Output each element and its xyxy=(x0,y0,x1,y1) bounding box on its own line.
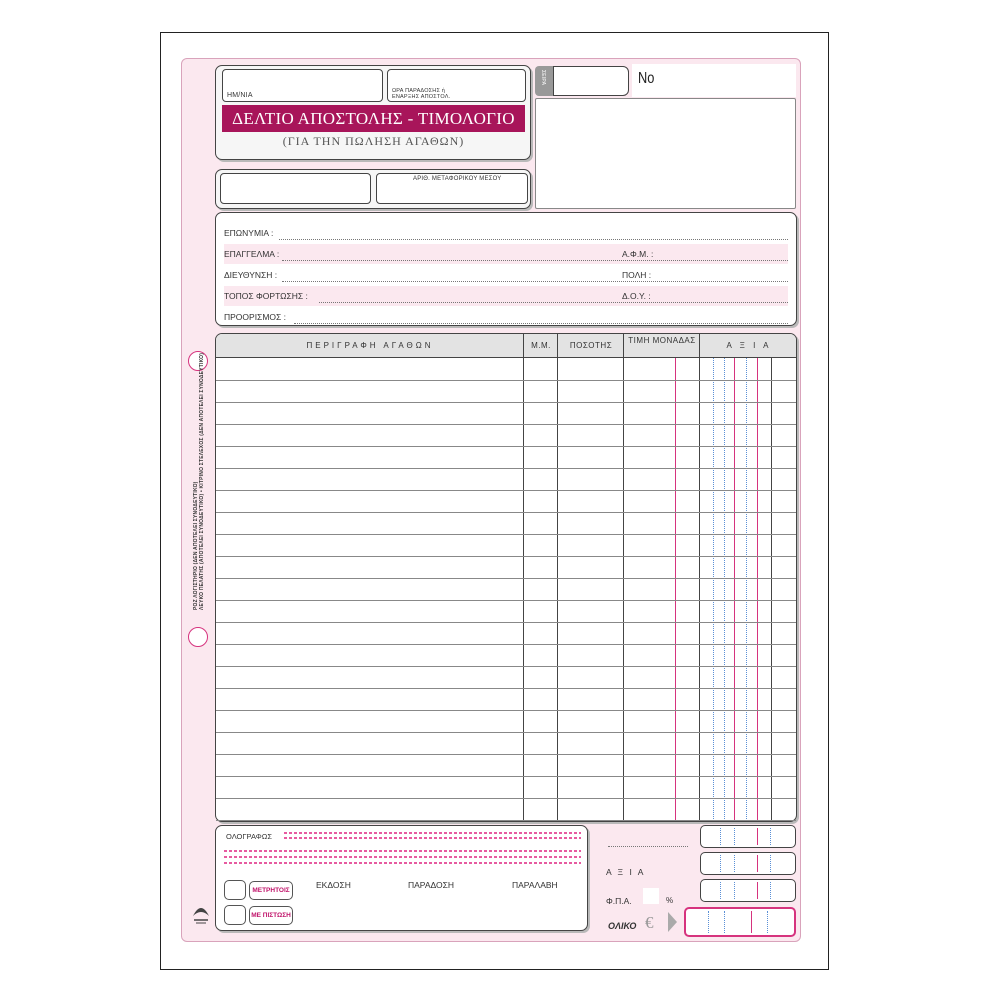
currency-symbol: € xyxy=(645,913,654,932)
value-total-label: Α Ξ Ι Α xyxy=(606,867,646,877)
extra-field[interactable] xyxy=(220,173,371,204)
vat-value-box[interactable] xyxy=(700,879,796,902)
total-box-divider xyxy=(757,882,758,899)
item-rows[interactable] xyxy=(216,358,796,821)
table-row[interactable] xyxy=(216,776,796,777)
side-note-line1: ΡΟΖ ΛΟΓΙΣΤΗΡΙΟ (ΔΕΝ ΑΠΟΤΕΛΕΙ ΣΥΝΟΔΕΥΤΙΚΟ) xyxy=(193,481,199,610)
credit-option[interactable] xyxy=(249,906,293,925)
table-row[interactable] xyxy=(216,534,796,535)
credit-label: ΜΕ ΠΙΣΤΩΣΗ xyxy=(251,912,291,919)
table-row[interactable] xyxy=(216,600,796,601)
table-row[interactable] xyxy=(216,578,796,579)
table-row[interactable] xyxy=(216,798,796,799)
total-box-divider xyxy=(770,882,771,899)
vehicle-number-label: ΑΡΙΘ. ΜΕΤΑΦΟΡΙΚΟΥ ΜΕΣΟΥ xyxy=(413,176,502,182)
destination-label: ΠΡΟΟΡΙΣΜΟΣ : xyxy=(224,312,286,322)
table-row[interactable] xyxy=(216,424,796,425)
in-words-label: ΟΛΟΓΡΑΦΩΣ xyxy=(226,832,272,841)
total-arrow-icon xyxy=(668,912,677,932)
customer-profession-row[interactable] xyxy=(224,244,788,264)
loading-place-row[interactable] xyxy=(224,286,788,306)
date-field[interactable] xyxy=(222,69,383,102)
table-row[interactable] xyxy=(216,402,796,403)
total-box-divider xyxy=(770,828,771,845)
items-table-header xyxy=(216,334,796,358)
customer-profession-label: ΕΠΑΓΓΕΛΜΑ : xyxy=(224,249,280,259)
side-note-line2: ΛΕΥΚΟ ΠΕΛΑΤΗΣ (ΑΠΟΤΕΛΕΙ ΣΥΝΟΔΕΥΤΙΚΟ) • ΚΙΤΡΙΝΟ ΣΤΕΛΕΧΟΣ (ΔΕΝ ΑΠΟΤΕΛΕΙ ΣΥΝΟΔΕΥΤΙΚΟ) xyxy=(199,352,205,610)
delivery-time-label: ΩΡΑ ΠΑΡΑΔΟΣΗΣ ή ΕΝΑΡΞΗΣ ΑΠΟΣΤΟΛ. xyxy=(392,88,451,100)
cash-checkbox[interactable] xyxy=(224,880,246,900)
table-row[interactable] xyxy=(216,468,796,469)
total-box-divider xyxy=(751,911,752,933)
table-row[interactable] xyxy=(216,820,796,821)
table-row[interactable] xyxy=(216,622,796,623)
table-row[interactable] xyxy=(216,644,796,645)
grand-total-box[interactable] xyxy=(684,907,796,937)
document-title: ΔΕΛΤΙΟ ΑΠΟΣΤΟΛΗΣ - ΤΙΜΟΛΟΓΙΟ xyxy=(222,105,525,132)
total-box-divider xyxy=(734,855,735,872)
number-label: Νο xyxy=(638,70,655,87)
destination-row[interactable] xyxy=(224,307,788,327)
total-box-divider xyxy=(724,911,725,933)
totals-dotted-line xyxy=(608,846,688,847)
customer-city-label: ΠΟΛΗ : xyxy=(622,270,652,280)
series-field[interactable] xyxy=(553,66,629,96)
issue-label: ΕΚΔΟΣΗ xyxy=(316,880,351,890)
col-value-header: Α Ξ Ι Α xyxy=(726,341,772,350)
col-quantity-header: ΠΟΣΟΤΗΣ xyxy=(569,341,613,350)
table-row[interactable] xyxy=(216,666,796,667)
vehicle-number-field[interactable] xyxy=(376,173,528,204)
total-box-divider xyxy=(720,828,721,845)
vat-percent-field[interactable] xyxy=(643,888,659,904)
publisher-logo xyxy=(191,896,211,926)
cash-option[interactable] xyxy=(249,881,293,900)
series-tag xyxy=(535,66,553,96)
total-box-divider xyxy=(757,828,758,845)
percent-sign: % xyxy=(666,896,674,905)
grand-total-label: ΟΛΙΚΟ xyxy=(608,921,637,931)
issuer-stamp-area[interactable] xyxy=(535,98,796,209)
series-label: ΣΕΙΡΑ xyxy=(540,70,546,86)
delivery-label: ΠΑΡΑΔΟΣΗ xyxy=(408,880,455,890)
total-box-divider xyxy=(734,828,735,845)
tax-office-label: Δ.Ο.Υ. : xyxy=(622,291,651,301)
total-box-divider xyxy=(757,855,758,872)
loading-place-label: ΤΟΠΟΣ ΦΟΡΤΩΣΗΣ : xyxy=(224,291,308,301)
table-row[interactable] xyxy=(216,446,796,447)
customer-vat-label: Α.Φ.Μ. : xyxy=(622,249,654,259)
header-box xyxy=(215,65,531,160)
credit-checkbox[interactable] xyxy=(224,905,246,925)
table-row[interactable] xyxy=(216,556,796,557)
cash-label: ΜΕΤΡΗΤΟΙΣ xyxy=(252,887,290,894)
table-row[interactable] xyxy=(216,688,796,689)
subtotal-value-box[interactable] xyxy=(700,825,796,848)
receipt-label: ΠΑΡΑΛΑΒΗ xyxy=(512,880,558,890)
punch-hole-bottom xyxy=(188,627,208,647)
table-row[interactable] xyxy=(216,732,796,733)
customer-address-label: ΔΙΕΥΘΥΝΣΗ : xyxy=(224,270,278,280)
date-label: ΗΜ/ΝΙΑ xyxy=(227,92,253,99)
delivery-time-field[interactable] xyxy=(387,69,526,102)
total-box-divider xyxy=(708,911,709,933)
total-box-divider xyxy=(720,882,721,899)
value-box[interactable] xyxy=(700,852,796,875)
number-field[interactable] xyxy=(632,64,796,97)
table-row[interactable] xyxy=(216,490,796,491)
table-row[interactable] xyxy=(216,512,796,513)
customer-name-label: ΕΠΩΝΥΜΙΑ : xyxy=(224,228,274,238)
customer-name-row[interactable] xyxy=(224,223,788,243)
document-subtitle: (ΓΙΑ ΤΗΝ ΠΩΛΗΣΗ ΑΓΑΘΩΝ) xyxy=(282,134,465,148)
items-table xyxy=(215,333,797,822)
col-description-header: ΠΕΡΙΓΡΑΦΗ ΑΓΑΘΩΝ xyxy=(306,341,434,350)
total-box-divider xyxy=(734,882,735,899)
total-box-divider xyxy=(720,855,721,872)
total-box-divider xyxy=(770,855,771,872)
table-row[interactable] xyxy=(216,754,796,755)
col-price-header: ΤΙΜΗ ΜΟΝΑΔΑΣ xyxy=(628,336,696,345)
footer-box xyxy=(215,825,588,931)
table-row[interactable] xyxy=(216,710,796,711)
customer-details-box xyxy=(215,212,797,326)
table-row[interactable] xyxy=(216,380,796,381)
total-box-divider xyxy=(767,911,768,933)
vat-total-label: Φ.Π.Α. xyxy=(606,896,632,906)
vehicle-row xyxy=(215,169,531,209)
customer-address-row[interactable] xyxy=(224,265,788,285)
col-unit-header: Μ.Μ. xyxy=(531,341,551,350)
